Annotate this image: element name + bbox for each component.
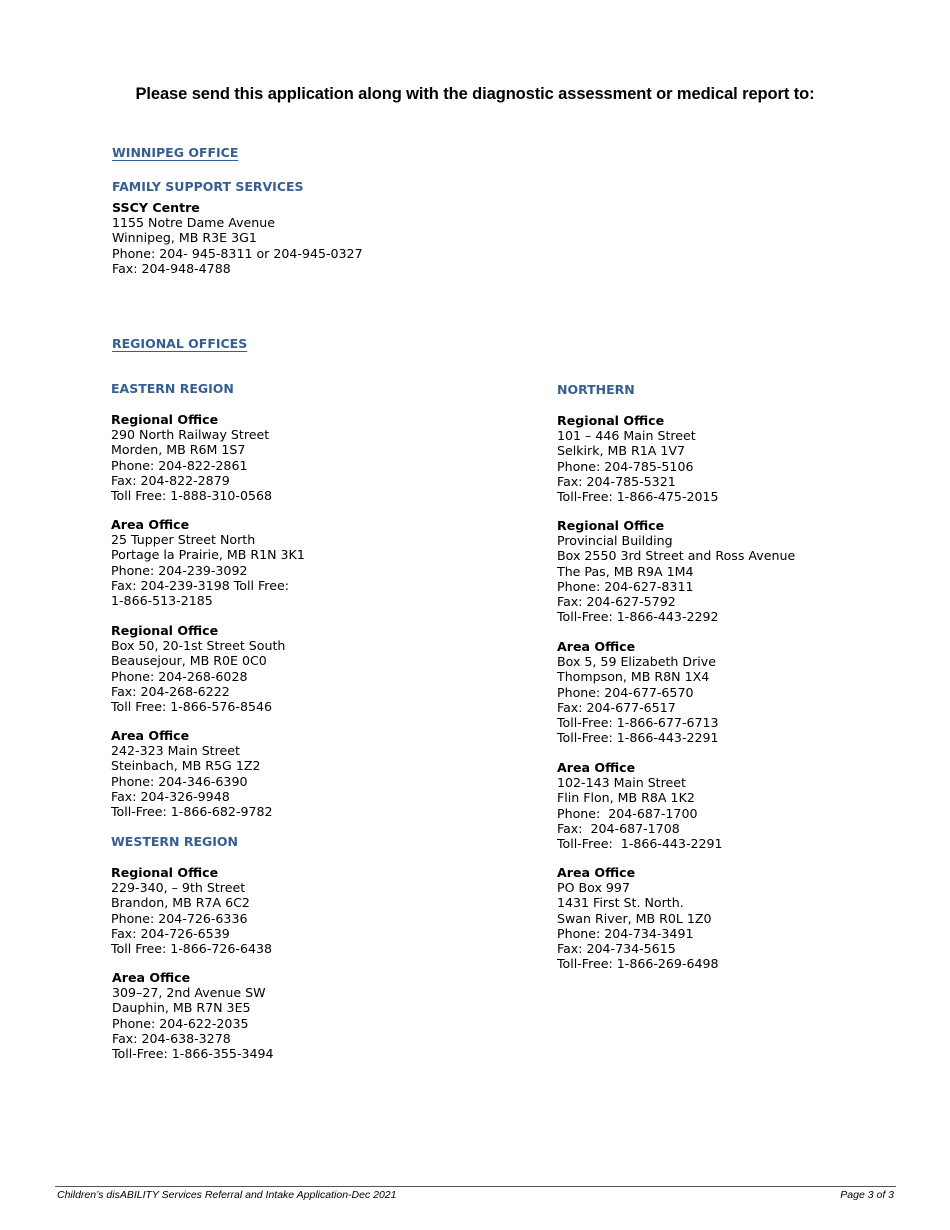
northern-region-heading: NORTHERN [557,382,635,397]
office-detail-line: Toll-Free: 1-866-475-2015 [557,489,719,505]
office-detail-line: Fax: 204-638-3278 [112,1030,231,1046]
office-name: Area Office [111,728,190,743]
eastern-region-heading: EASTERN REGION [111,381,234,396]
sscy-centre-block [112,200,363,276]
office-block [557,865,719,971]
footer-divider [55,1186,896,1187]
office-detail-line: Winnipeg, MB R3E 3G1 [112,230,257,246]
office-detail-line: Fax: 204-687-1708 [557,820,680,836]
office-detail-line: PO Box 997 [557,880,630,896]
page-title: Please send this application along with the diagnostic assessment or medical report to: [135,85,815,103]
office-detail-line: Toll Free: 1-866-726-6438 [111,941,272,957]
office-detail-line: Fax: 204-948-4788 [112,260,231,276]
office-detail-line: Beausejour, MB R0E 0C0 [111,653,267,669]
office-name: Regional Office [557,413,665,428]
office-block [111,412,272,503]
office-name: Regional Office [111,623,219,638]
office-detail-line: 309–27, 2nd Avenue SW [112,985,266,1001]
winnipeg-office-label: WINNIPEG OFFICE [112,145,239,160]
office-detail-line: Brandon, MB R7A 6C2 [111,895,250,911]
office-detail-line: Phone: 204-622-2035 [112,1015,249,1031]
office-detail-line: 25 Tupper Street North [111,532,256,548]
office-detail-line: Portage la Prairie, MB R1N 3K1 [111,547,305,563]
office-detail-line: Selkirk, MB R1A 1V7 [557,443,686,459]
office-detail-line: Phone: 204-726-6336 [111,910,248,926]
office-detail-line: 1431 First St. North. [557,895,684,911]
office-detail-line: Phone: 204-822-2861 [111,457,248,473]
office-detail-line: Thompson, MB R8N 1X4 [557,669,710,685]
office-name: Area Office [557,639,636,654]
office-detail-line: Fax: 204-726-6539 [111,925,230,941]
office-detail-line: Fax: 204-822-2879 [111,472,230,488]
office-detail-line: Toll-Free: 1-866-443-2291 [557,836,723,852]
office-block [557,518,795,624]
office-detail-line: 1-866-513-2185 [111,593,213,609]
office-detail-line: Box 2550 3rd Street and Ross Avenue [557,548,796,564]
office-block [111,517,305,608]
office-name: Area Office [112,970,191,985]
office-detail-line: Phone: 204-677-6570 [557,684,694,700]
office-detail-line: 102-143 Main Street [557,775,686,791]
office-detail-line: Steinbach, MB R5G 1Z2 [111,758,261,774]
office-name: Regional Office [111,412,219,427]
regional-offices-label: REGIONAL OFFICES [112,336,248,351]
office-block [111,865,272,956]
office-detail-line: Phone: 204-627-8311 [557,578,694,594]
office-name: Regional Office [111,865,219,880]
office-detail-line: Dauphin, MB R7N 3E5 [112,1000,251,1016]
office-detail-line: Swan River, MB R0L 1Z0 [557,910,712,926]
office-detail-line: Flin Flon, MB R8A 1K2 [557,790,695,806]
office-detail-line: Fax: 204-268-6222 [111,683,230,699]
office-detail-line: Fax: 204-734-5615 [557,941,676,957]
footer-page-number: Page 3 of 3 [840,1189,894,1201]
office-detail-line: Toll-Free: 1-866-443-2292 [557,609,719,625]
office-block [111,623,285,714]
office-detail-line: 290 North Railway Street [111,427,270,443]
office-detail-line: Toll-Free: 1-866-682-9782 [111,804,273,820]
office-detail-line: Box 50, 20-1st Street South [111,638,286,654]
office-detail-line: Toll-Free: 1-866-677-6713 [557,715,719,731]
office-detail-line: Fax: 204-785-5321 [557,473,676,489]
office-block [111,728,273,819]
office-name: Area Office [557,865,636,880]
office-detail-line: Morden, MB R6M 1S7 [111,442,246,458]
office-name: Regional Office [557,518,665,533]
office-detail-line: 101 – 446 Main Street [557,428,696,444]
office-detail-line: Phone: 204-687-1700 [557,805,698,821]
office-detail-line: Phone: 204-268-6028 [111,668,248,684]
office-detail-line: Fax: 204-239-3198 Toll Free: [111,577,289,593]
footer-document-title: Children’s disABILITY Services Referral and Intake Application-Dec 2021 [57,1189,397,1201]
office-detail-line: 242-323 Main Street [111,743,240,759]
office-detail-line: Phone: 204-785-5106 [557,458,694,474]
office-detail-line: The Pas, MB R9A 1M4 [557,563,694,579]
office-name: Area Office [111,517,190,532]
office-detail-line: Phone: 204-346-6390 [111,773,248,789]
office-detail-line: Phone: 204- 945-8311 or 204-945-0327 [112,245,363,261]
office-block [112,970,274,1061]
office-block [557,413,719,504]
office-detail-line: 1155 Notre Dame Avenue [112,215,275,231]
family-support-heading: FAMILY SUPPORT SERVICES [112,179,304,194]
office-detail-line: Toll-Free: 1-866-443-2291 [557,730,719,746]
office-detail-line: Phone: 204-239-3092 [111,562,248,578]
office-detail-line: Toll Free: 1-866-576-8546 [111,699,272,715]
office-name: Area Office [557,760,636,775]
office-name: SSCY Centre [112,200,200,215]
office-detail-line: Phone: 204-734-3491 [557,925,694,941]
office-detail-line: 229-340, – 9th Street [111,880,246,896]
office-detail-line: Fax: 204-677-6517 [557,699,676,715]
office-detail-line: Toll-Free: 1-866-269-6498 [557,956,719,972]
office-detail-line: Toll Free: 1-888-310-0568 [111,488,272,504]
office-block [557,760,723,851]
office-detail-line: Toll-Free: 1-866-355-3494 [112,1046,274,1062]
office-detail-line: Fax: 204-326-9948 [111,788,230,804]
western-region-heading: WESTERN REGION [111,834,238,849]
office-detail-line: Fax: 204-627-5792 [557,594,676,610]
office-detail-line: Box 5, 59 Elizabeth Drive [557,654,716,670]
office-block [557,639,719,745]
office-detail-line: Provincial Building [557,533,673,549]
